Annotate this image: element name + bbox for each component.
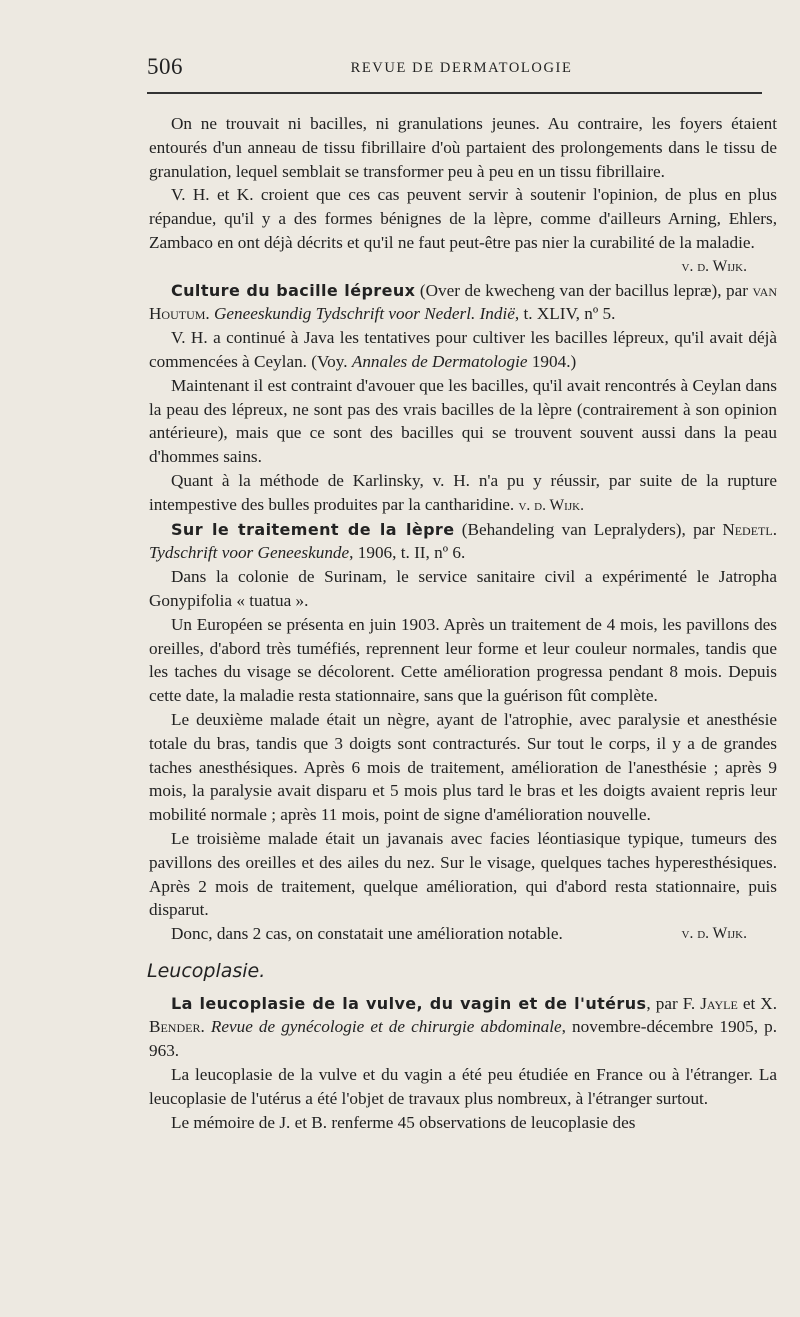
paragraph: Dans la colonie de Surinam, le service sanitaire civil a expérimenté le Jatropha Gonypifolia « tuatua ». (149, 567, 777, 610)
reference-text: , par F. (646, 993, 701, 1013)
body-text (149, 112, 777, 1134)
paragraph (149, 183, 777, 278)
paragraph (149, 326, 777, 374)
signature: v. d. Wijk. (681, 257, 747, 275)
article-reference (149, 992, 777, 1063)
paragraph: Le mémoire de J. et B. renferme 45 observations de leucoplasie des (171, 1112, 636, 1132)
reference-text: . (772, 519, 778, 539)
reference-text: et X. (737, 993, 777, 1013)
author-name: van Houtum (149, 280, 777, 324)
paragraph: Le troisième malade était un javanais avec facies léontiasique typique, tumeurs des pavillons des oreilles et des ailes du nez. Sur le visage, quelques taches hyperesthésiques. Après 2 mois de traitement, quelque amélioration, qui d'abord resta stationnaire, puis disparut. (149, 828, 777, 920)
author-name: Bender (149, 1017, 201, 1037)
article-reference (149, 518, 777, 566)
article-title: Culture du bacille lépreux (171, 280, 416, 300)
running-title: REVUE DE DERMATOLOGIE (350, 60, 573, 76)
journal-title: Revue de gynécologie et de chirurgie abdominale (210, 1017, 562, 1037)
article-title: Sur le traitement de la lèpre (171, 519, 455, 539)
author-name: Nedetl (722, 519, 773, 539)
paragraph-text: V. H. a continué à Java les tentatives pour cultiver les bacilles lépreux, qu'il avait déjà commencées à Ceylan. (Voy. (149, 328, 777, 371)
page-number: 506 (147, 54, 183, 79)
signature: v. d. Wijk. (518, 496, 584, 514)
paragraph-text: V. H. et K. croient que ces cas peuvent servir à soutenir l'opinion, de plus en plus répandue, qu'il y a des formes bénignes de la lèpre, comme d'ailleurs Arning, Ehlers, Zambaco en ont déjà décrits et qu'il ne faut peut-être pas nier la curabilité de la maladie. (149, 185, 777, 252)
paragraph: Le deuxième malade était un nègre, ayant de l'atrophie, avec paralysie et anesthésie totale du bras, tandis que 3 doigts sont contracturés. Sur tout le corps, il y a de grandes taches anesthésiques. Après 6 mois de traitement, amélioration de l'anesthésie ; après 9 mois, la paralysie avait disparu et 5 mois plus tard le bras et les doigts avaient repris leur mobilité normale ; après 11 mois, point de signe d'amélioration nouvelle. (149, 709, 777, 825)
paragraph (149, 922, 777, 946)
journal-title: Geneeskundig Tydschrift voor Nederl. Indië (214, 304, 515, 324)
reference-text: . (200, 1017, 211, 1037)
paragraph (149, 469, 777, 518)
article-title: La leucoplasie de la vulve, du vagin et de l'utérus (171, 993, 647, 1013)
section-title: Leucoplasie. (147, 959, 266, 982)
reference-text: , t. XLIV, nº 5. (514, 304, 616, 324)
page-header (147, 54, 776, 82)
paragraph: On ne trouvait ni bacilles, ni granulations jeunes. Au contraire, les foyers étaient entourés d'un anneau de tissu fibrillaire d'où partaient des prolongements dans le tissu de granulation, lequel semblait se transformer peu à peu en un tissu fibrillaire. (149, 114, 777, 181)
reference-text: (Behandeling van Lepralyders), par (454, 519, 723, 539)
paragraph-text: 1904.) (527, 351, 577, 371)
author-name: Jayle (700, 993, 738, 1013)
paragraph-text: Quant à la méthode de Karlinsky, v. H. n'a pu y réussir, par suite de la rupture intempestive des bulles produites par la cantharidine. (149, 470, 777, 514)
journal-title: Tydschrift voor Geneeskunde (149, 543, 350, 563)
journal-title: Annales de Dermatologie (351, 351, 528, 371)
article-reference (149, 279, 777, 327)
reference-text: (Over de kwecheng van der bacillus lepræ), par (415, 280, 753, 300)
reference-text: , novembre-décembre 1905, p. 963. (149, 1017, 777, 1061)
paragraph-text: Donc, dans 2 cas, on constatait une amélioration notable. (171, 924, 563, 944)
paragraph: La leucoplasie de la vulve et du vagin a été peu étudiée en France ou à l'étranger. La leucoplasie de l'utérus a été l'objet de travaux plus nombreux, à l'étranger surtout. (149, 1065, 777, 1108)
paragraph: Un Européen se présenta en juin 1903. Après un traitement de 4 mois, les pavillons des oreilles, d'abord très tuméfiés, reprennent leur forme et leur couleur normales, tandis que les taches du visage se décolorent. Cette amélioration progressa pendant 8 mois. Depuis cette date, la maladie resta stationnaire, sans que la guérison fût complète. (149, 614, 777, 706)
reference-text: , 1906, t. II, nº 6. (349, 543, 466, 563)
paragraph: Maintenant il est contraint d'avouer que les bacilles, qu'il avait rencontrés à Ceylan dans la peau des lépreux, ne sont pas des vrais bacilles de la lèpre (contrairement à son opinion antérieure), mais que ce sont des bacilles qui se trouvent souvent aussi dans la peau d'hommes sains. (149, 375, 777, 467)
reference-text: . (205, 304, 215, 324)
header-rule (147, 92, 762, 94)
signature: v. d. Wijk. (681, 925, 747, 943)
